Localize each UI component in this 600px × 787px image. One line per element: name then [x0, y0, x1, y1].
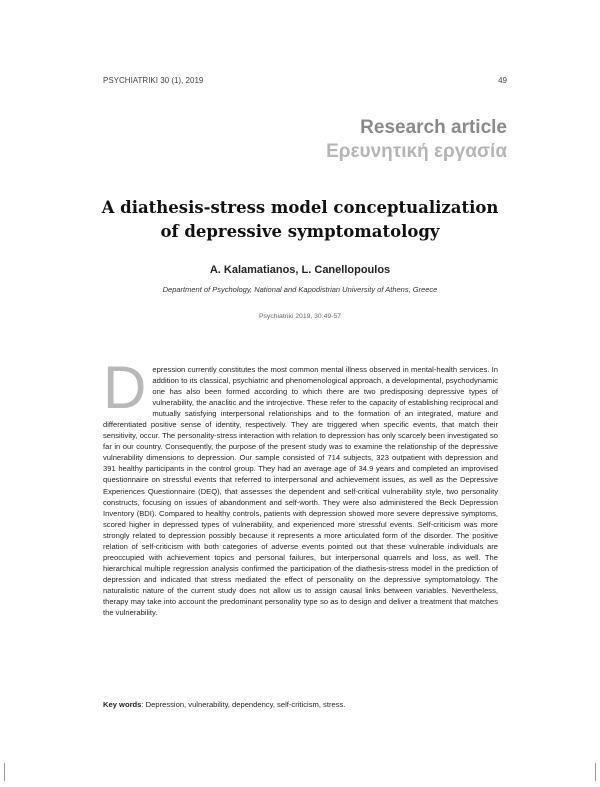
page-number: 49	[498, 76, 507, 85]
article-type-english: Research article	[360, 117, 507, 138]
author-list: A. Kalamatianos, L. Canellopoulos	[209, 264, 391, 276]
article-title	[100, 196, 500, 244]
title-line-2: of depressive symptomatology	[160, 222, 440, 241]
article-citation: Psychiatriki 2019, 30:49-57	[259, 313, 341, 320]
keywords-values: Depression, vulnerability, dependency, self-criticism, stress.	[145, 700, 346, 709]
keywords	[103, 700, 498, 709]
crop-mark-right	[581, 763, 596, 781]
drop-cap: D	[103, 354, 147, 421]
author-affiliation: Department of Psychology, National and Kapodistrian University of Athens, Greece	[162, 285, 438, 294]
running-head	[103, 76, 507, 85]
journal-citation: PSYCHIATRIKI 30 (1), 2019	[103, 76, 204, 85]
keywords-separator: :	[141, 700, 146, 709]
abstract-text: epression currently constitutes the most common mental illness observed in mental-health services. In addition to its classical, psychiatric and phenomenological approach, a developmental, psychodynamic one has also been formed according to which there are two predisposing depressive types of vulnerability, the anaclitic and the introjective. These refer to the capacity of establishing reciprocal and mutually satisfying interpersonal relationships and to the formation of an integrated, mature and differentiated positive sense of identity, respectively. They are triggered when specific events, that match their sensitivity, occur. The personality-stress interaction with relation to depression has only scarcely been investigated so far in our country. Consequently, the purpose of the present study was to examine the relationship of the depressive vulnerability dimensions to depression. Our sample consisted of 714 subjects, 323 outpatient with depression and 391 healthy participants in the control group. They had an average age of 34.9 years and completed an improvised questionnaire on stressful events that referred to interpersonal and achievement issues, as well as the Depressive Experiences Questionnaire (DEQ), that assesses the dependent and self-critical vulnerability style, two personality constructs, focusing on issues of abandonment and self-worth. They were also administered the Beck Depression Inventory (BDI). Compared to healthy controls, patients with depression showed more severe depressive symptoms, scored higher in depressed types of vulnerability, and experienced more stressful events. Self-criticism was more strongly related to depression possibly because it represents a more articulated form of the disorder. The positive relation of self-criticism with both categories of adverse events pointed out that these vulnerable individuals are preoccupied with achievement topics and personal failures, but interpersonal quarrels and loss, as well. The hierarchical multiple regression analysis confirmed the participation of the diathesis-stress model in the prediction of depression and indicated that stress mediated the effect of personality on the depressive symptomatology. The naturalistic nature of the current study does not allow us to assign causal links between variables. Nevertheless, therapy may take into account the predominant personality type so as to design and deliver a treatment that matches the vulnerability.	[103, 365, 498, 618]
keywords-label: Key words	[103, 700, 142, 709]
article-type-heading	[326, 116, 507, 164]
title-line-1: A diathesis-stress model conceptualization	[101, 198, 499, 217]
crop-mark-left	[4, 763, 19, 781]
abstract	[103, 354, 498, 618]
article-type-greek: Ερευνητική εργασία	[326, 141, 507, 162]
